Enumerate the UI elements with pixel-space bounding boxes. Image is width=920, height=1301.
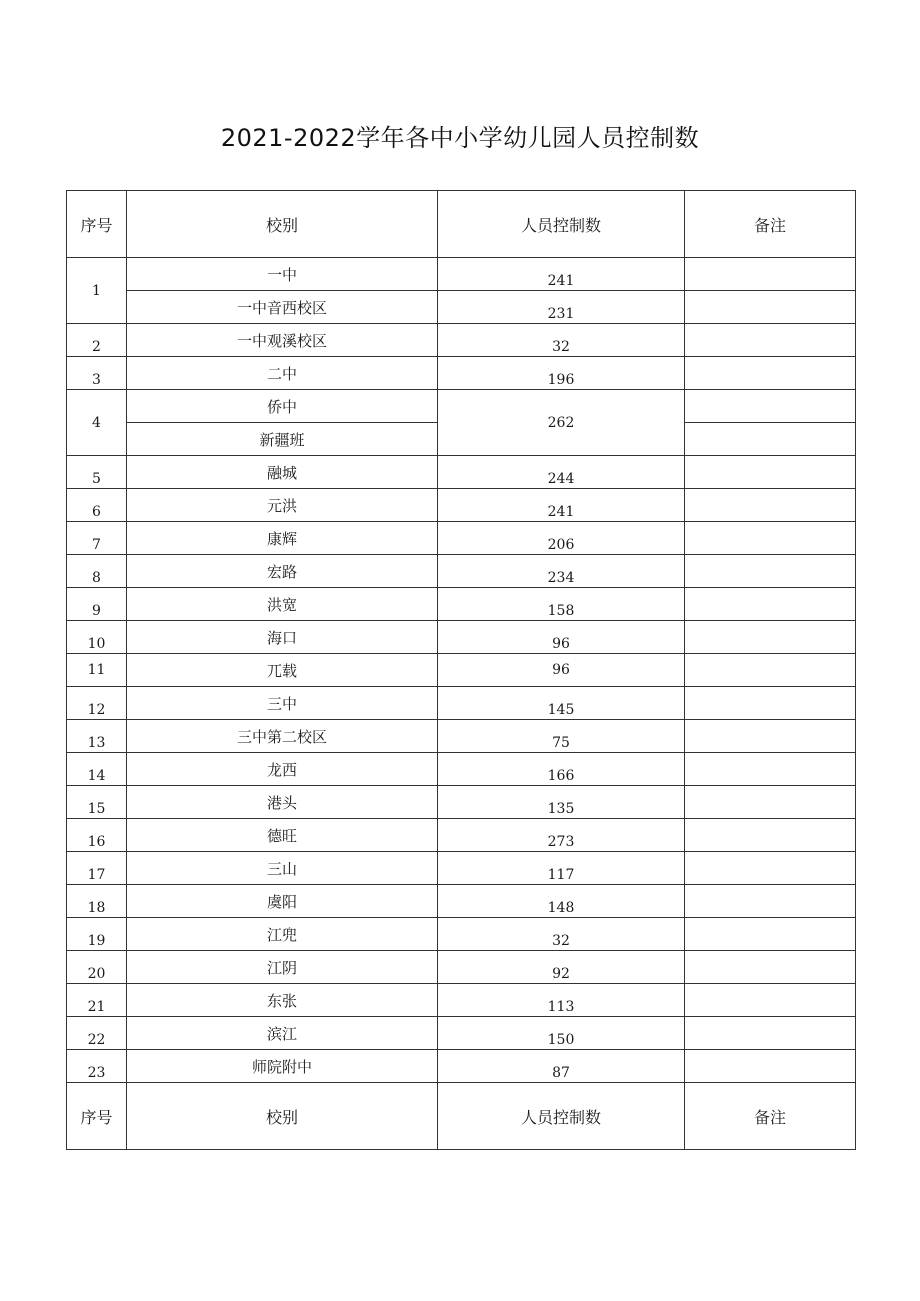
row-school: 三中第二校区 (127, 720, 438, 753)
header-index: 序号 (67, 191, 127, 258)
row-remark (685, 456, 856, 489)
row-index: 17 (67, 852, 127, 885)
table-footer-row (67, 1083, 856, 1150)
row-remark (685, 357, 856, 390)
footer-remark: 备注 (685, 1083, 856, 1150)
row-school: 宏路 (127, 555, 438, 588)
row-index: 4 (67, 390, 127, 456)
row-quota: 32 (438, 918, 685, 951)
table-row (67, 390, 856, 423)
row-remark (685, 390, 856, 423)
row-remark (685, 555, 856, 588)
table-row (67, 786, 856, 819)
row-remark (685, 588, 856, 621)
row-remark (685, 324, 856, 357)
row-index: 16 (67, 819, 127, 852)
row-quota: 75 (438, 720, 685, 753)
row-school: 滨江 (127, 1017, 438, 1050)
row-quota: 135 (438, 786, 685, 819)
row-remark (685, 753, 856, 786)
row-remark (685, 984, 856, 1017)
row-quota: 158 (438, 588, 685, 621)
row-school: 元洪 (127, 489, 438, 522)
row-remark (685, 786, 856, 819)
table-row (67, 555, 856, 588)
row-quota: 166 (438, 753, 685, 786)
row-school: 侨中 (127, 390, 438, 423)
header-remark: 备注 (685, 191, 856, 258)
row-quota: 117 (438, 852, 685, 885)
row-school: 港头 (127, 786, 438, 819)
row-remark (685, 819, 856, 852)
table-row (67, 621, 856, 654)
row-index: 12 (67, 687, 127, 720)
row-index: 8 (67, 555, 127, 588)
table-row (67, 918, 856, 951)
row-quota: 113 (438, 984, 685, 1017)
row-school: 龙西 (127, 753, 438, 786)
table-row (67, 753, 856, 786)
row-quota: 96 (438, 621, 685, 654)
row-school: 江阴 (127, 951, 438, 984)
page-title: 2021-2022学年各中小学幼儿园人员控制数 (220, 124, 700, 152)
row-remark (685, 885, 856, 918)
row-remark (685, 621, 856, 654)
row-index: 22 (67, 1017, 127, 1050)
row-school: 二中 (127, 357, 438, 390)
row-remark (685, 291, 856, 324)
row-quota: 92 (438, 951, 685, 984)
row-quota: 273 (438, 819, 685, 852)
table-row (67, 357, 856, 390)
row-quota: 145 (438, 687, 685, 720)
row-index: 23 (67, 1050, 127, 1083)
row-quota: 196 (438, 357, 685, 390)
row-index: 3 (67, 357, 127, 390)
row-school: 东张 (127, 984, 438, 1017)
row-school: 兀载 (127, 654, 438, 687)
row-quota: 32 (438, 324, 685, 357)
table-row (67, 885, 856, 918)
row-remark (685, 1050, 856, 1083)
header-quota: 人员控制数 (438, 191, 685, 258)
row-school: 洪宽 (127, 588, 438, 621)
staffing-quota-table (66, 190, 856, 1150)
row-school: 德旺 (127, 819, 438, 852)
row-index: 7 (67, 522, 127, 555)
row-school: 融城 (127, 456, 438, 489)
row-quota: 234 (438, 555, 685, 588)
row-school: 一中音西校区 (127, 291, 438, 324)
row-remark (685, 687, 856, 720)
header-school: 校别 (127, 191, 438, 258)
row-remark (685, 258, 856, 291)
table-row (67, 720, 856, 753)
row-index: 15 (67, 786, 127, 819)
row-quota: 96 (438, 654, 685, 687)
row-quota: 148 (438, 885, 685, 918)
row-school: 海口 (127, 621, 438, 654)
row-index: 13 (67, 720, 127, 753)
table-header-row (67, 191, 856, 258)
table-row (67, 951, 856, 984)
table-row (67, 654, 856, 687)
row-index: 9 (67, 588, 127, 621)
table-row (67, 852, 856, 885)
row-index: 21 (67, 984, 127, 1017)
row-school: 一中 (127, 258, 438, 291)
row-index: 20 (67, 951, 127, 984)
table-row (67, 522, 856, 555)
row-index: 5 (67, 456, 127, 489)
row-school: 师院附中 (127, 1050, 438, 1083)
row-school: 一中观溪校区 (127, 324, 438, 357)
row-quota: 241 (438, 489, 685, 522)
row-index: 18 (67, 885, 127, 918)
row-index: 6 (67, 489, 127, 522)
row-index: 2 (67, 324, 127, 357)
table-row (67, 1017, 856, 1050)
row-remark (685, 720, 856, 753)
row-remark (685, 654, 856, 687)
row-index: 19 (67, 918, 127, 951)
row-school: 新疆班 (127, 423, 438, 456)
footer-index: 序号 (67, 1083, 127, 1150)
row-school: 三山 (127, 852, 438, 885)
row-quota: 241 (438, 258, 685, 291)
table-row (67, 291, 856, 324)
table-row (67, 819, 856, 852)
row-school: 三中 (127, 687, 438, 720)
table-row (67, 984, 856, 1017)
table-row (67, 258, 856, 291)
row-remark (685, 1017, 856, 1050)
row-quota: 206 (438, 522, 685, 555)
row-quota: 150 (438, 1017, 685, 1050)
table-row (67, 588, 856, 621)
row-index: 10 (67, 621, 127, 654)
row-remark (685, 489, 856, 522)
row-school: 虞阳 (127, 885, 438, 918)
row-remark (685, 423, 856, 456)
table-row (67, 687, 856, 720)
row-remark (685, 918, 856, 951)
row-quota: 231 (438, 291, 685, 324)
row-remark (685, 852, 856, 885)
table-row (67, 489, 856, 522)
footer-school: 校别 (127, 1083, 438, 1150)
row-quota: 87 (438, 1050, 685, 1083)
row-school: 江兜 (127, 918, 438, 951)
table-row (67, 456, 856, 489)
table-row (67, 1050, 856, 1083)
row-remark (685, 951, 856, 984)
row-quota: 262 (438, 390, 685, 456)
row-index: 11 (67, 654, 127, 687)
table-row (67, 324, 856, 357)
footer-quota: 人员控制数 (438, 1083, 685, 1150)
row-index: 1 (67, 258, 127, 324)
row-index: 14 (67, 753, 127, 786)
row-quota: 244 (438, 456, 685, 489)
row-school: 康辉 (127, 522, 438, 555)
row-remark (685, 522, 856, 555)
